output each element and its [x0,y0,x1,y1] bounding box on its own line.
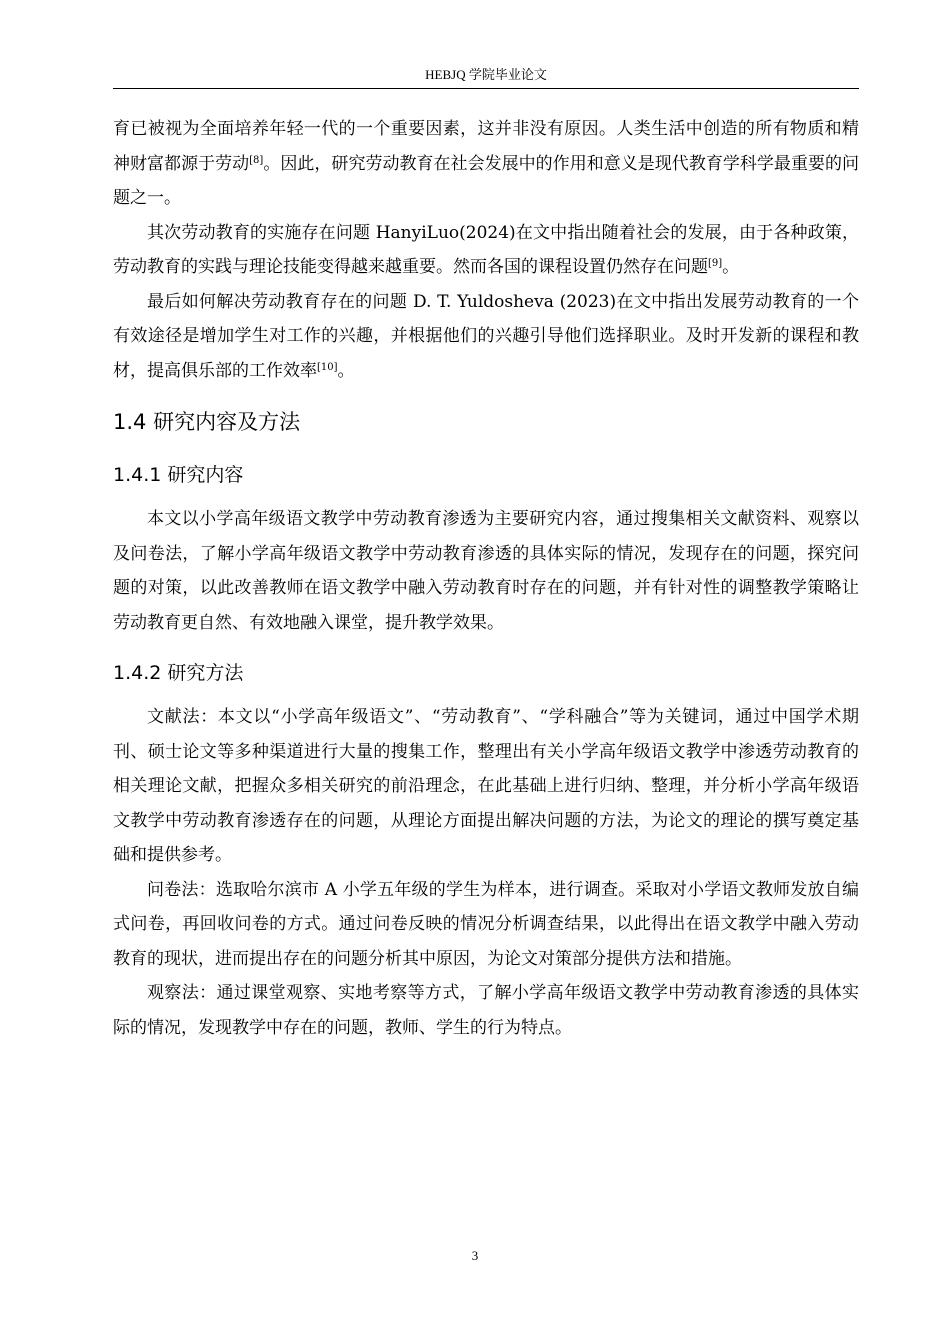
paragraph-text: 。因此，研究劳动教育在社会发展中的作用和意义是现代教育学科学最重要的问题之一。 [113,153,860,208]
section-heading-1-4: 1.4 研究内容及方法 [113,410,301,434]
paragraph-implementation [113,216,859,285]
method-literature-paragraph: 文献法：本文以“小学高年级语文”、“劳动教育”、“学科融合”等为关键词，通过中国学术期刊、硕士论文等多种渠道进行大量的搜集工作，整理出有关小学高年级语文教学中渗透劳动教育的相关理论文献，把握众多相关研究的前沿理念，在此基础上进行归纳、整理，并分析小学高年级语文教学中劳动教育渗透存在的问题，从理论方面提出解决问题的方法，为论文的理论的撰写奠定基础和提供参考。 [113,707,859,865]
page-number: 3 [471,1248,479,1263]
citation-ref: [10] [317,361,338,373]
method-questionnaire-paragraph: 问卷法：选取哈尔滨市 A 小学五年级的学生为样本，进行调查。采取对小学语文教师发放自编式问卷，再回收问卷的方式。通过问卷反映的情况分析调查结果，以此得出在语文教学中融入劳动教育的现状，进而提出存在的问题分析其中原因，为论文对策部分提供方法和措施。 [113,879,859,969]
paragraph-text: 其次劳动教育的实施存在问题 HanyiLuo(2024)在文中指出随着社会的发展，由于各种政策，劳动教育的实践与理论技能变得越来越重要。然而各国的课程设置仍然存在问题 [113,222,859,277]
paragraph-text: 。 [337,360,355,381]
research-content-paragraph: 本文以小学高年级语文教学中劳动教育渗透为主要研究内容，通过搜集相关文献资料、观察以及问卷法，了解小学高年级语文教学中劳动教育渗透的具体实际的情况，发现存在的问题，探究问题的对策，以此改善教师在语文教学中融入劳动教育时存在的问题，并有针对性的调整教学策略让劳动教育更自然、有效地融入课堂，提升教学效果。 [113,509,859,633]
header-title: HEBJQ 学院毕业论文 [425,67,547,82]
section-heading-1-4-2: 1.4.2 研究方法 [113,662,244,684]
method-observation-paragraph: 观察法：通过课堂观察、实地考察等方式，了解小学高年级语文教学中劳动教育渗透的具体实际的情况，发现教学中存在的问题，教师、学生的行为特点。 [113,983,859,1038]
citation-ref: [8] [249,154,264,166]
paragraph-text: 最后如何解决劳动教育存在的问题 D. T. Yuldosheva (2023)在文中指出发展劳动教育的一个有效途径是增加学生对工作的兴趣，并根据他们的兴趣引导他们选择职业。及时开发新的课程和教材，提高俱乐部的工作效率 [113,291,859,381]
paragraph-continued [113,112,859,216]
paragraph-text: 育已被视为全面培养年轻一代的一个重要因素，这并非没有原因。人类生活中创造的所有物质和精神财富都源于劳动 [113,119,859,174]
page-header [113,66,859,89]
section-heading-1-4-1: 1.4.1 研究内容 [113,464,244,486]
paragraph-text: 。 [722,257,740,277]
paragraph-solution [113,285,859,389]
citation-ref: [9] [708,258,723,269]
page-content [113,112,859,1045]
